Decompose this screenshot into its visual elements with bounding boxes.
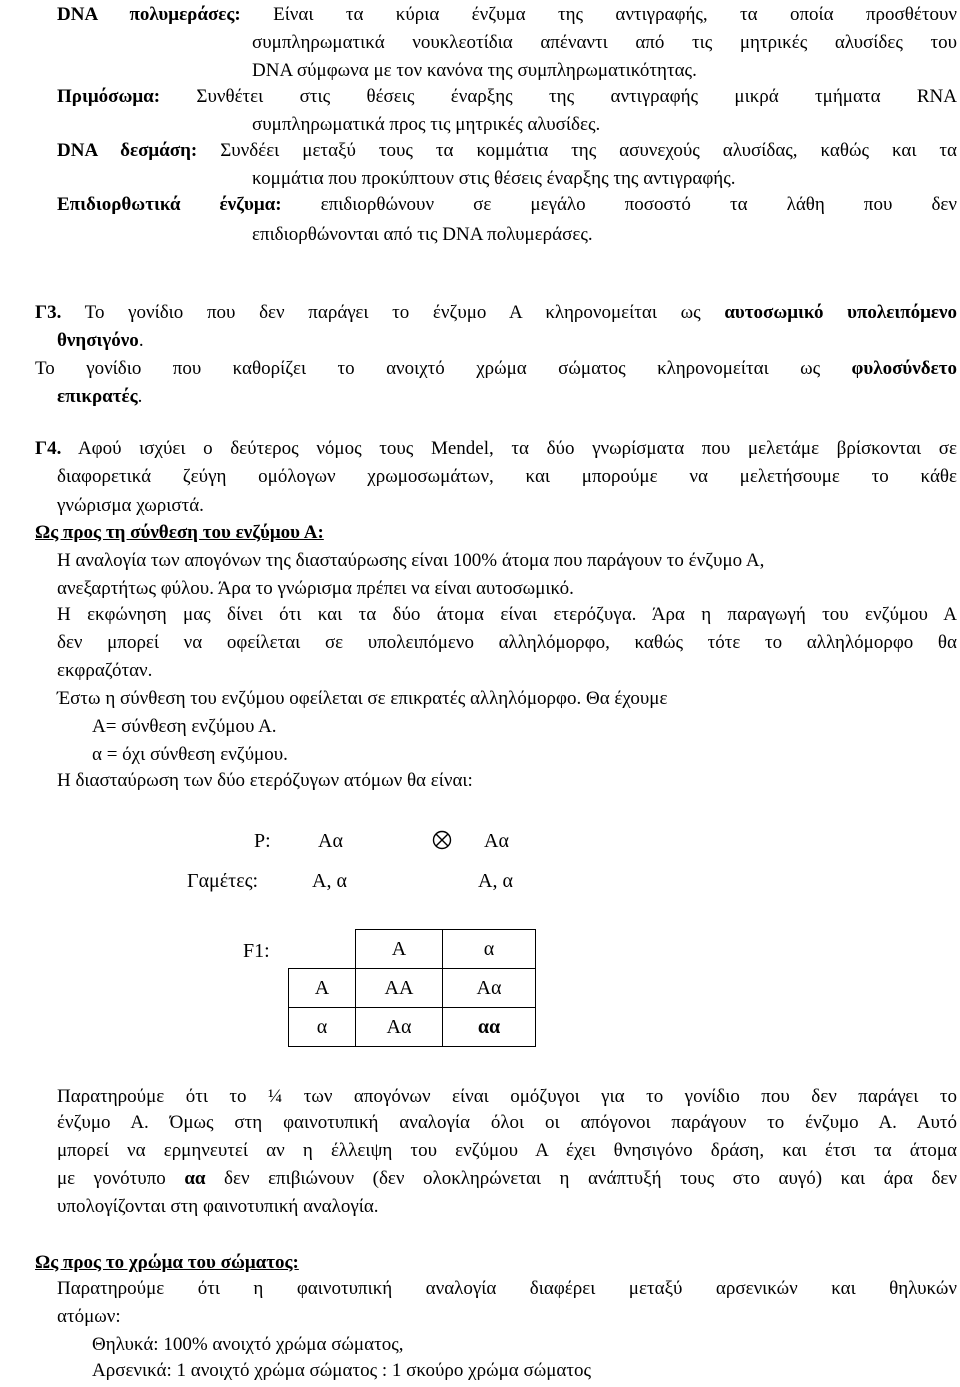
color-line3: Θηλυκά: 100% ανοιχτό χρώμα σώματος,: [92, 1334, 404, 1355]
g3-bold-term: θνησιγόνο: [57, 330, 139, 351]
color-line2: ατόμων:: [57, 1306, 121, 1327]
g3-bold-term: φυλοσύνδετο: [851, 358, 958, 379]
observation-line1: Παρατηρούμε ότι το ¼ των απογόνων είναι ομόζυγοι για το γονίδιο που δεν παράγει το: [57, 1086, 957, 1107]
section-label-g4: Γ4.: [35, 438, 62, 459]
observation-line3: μπορεί να ερμηνευτεί αν η έλλειψη του ενζύμου Α έχει θνησιγόνο δράση, και έτσι τα άτομα: [57, 1140, 957, 1161]
enzyme-line1: Η αναλογία των απογόνων της διασταύρωσης είναι 100% άτομα που παράγουν το ένζυμο Α,: [57, 550, 765, 571]
enzyme-line3: Η εκφώνηση μας δίνει ότι και τα δύο άτομα είναι ετερόζυγα. Άρα η παραγωγή του ενζύμου Α: [57, 604, 957, 625]
enzyme-line5: εκφραζόταν.: [57, 660, 153, 681]
punnett-cell: Αα: [356, 1008, 443, 1047]
heading-enzyme-synthesis: Ως προς τη σύνθεση του ενζύμου Α:: [35, 522, 324, 543]
definition-text: Είναι τα κύρια ένζυμα της αντιγραφής, τα οποία προσθέτουν: [273, 4, 957, 25]
punnett-cell: Αα: [443, 969, 536, 1008]
observation-text: δεν επιβιώνουν (δεν ολοκληρώνεται η ανάπτυξή τους στο αυγό) και άρα δεν: [224, 1168, 957, 1189]
g3-text: Το γονίδιο που δεν παράγει το ένζυμο Α κληρονομείται ως: [84, 302, 701, 323]
enzyme-line8: α = όχι σύνθεση ενζύμου.: [92, 744, 288, 765]
definition-repair-line1: [57, 192, 957, 218]
punnett-cell-lethal: αα: [443, 1008, 536, 1047]
definition-term: DNA πολυμεράσες:: [57, 4, 241, 25]
enzyme-line9: Η διασταύρωση των δύο ετερόζυγων ατόμων θα είναι:: [57, 770, 473, 791]
definition-text: επιδιορθώνουν σε μεγάλο ποσοστό τα λάθη που δεν: [320, 194, 958, 215]
observation-text: με γονότυπο: [57, 1168, 166, 1189]
definition-ligase-line2: κομμάτια που προκύπτουν στις θέσεις έναρξης της αντιγραφής.: [252, 168, 736, 189]
cross-p-right: Αα: [484, 830, 509, 852]
punnett-header-row: [289, 930, 536, 969]
definition-primosome-line2: συμπληρωματικά προς τις μητρικές αλυσίδες.: [252, 114, 601, 135]
enzyme-line2: ανεξαρτήτως φύλου. Άρα το γνώρισμα πρέπει να είναι αυτοσωμικό.: [57, 578, 574, 599]
cross-p-left: Αα: [318, 830, 343, 852]
definition-repair-line2: επιδιορθώνονται από τις DNA πολυμεράσες.: [252, 224, 593, 245]
definition-term: Πριμόσωμα:: [57, 86, 161, 107]
g3-paragraph1-line2: θνησιγόνο.: [57, 330, 144, 351]
color-line4: Αρσενικά: 1 ανοιχτό χρώμα σώματος : 1 σκούρο χρώμα σώματος: [92, 1360, 592, 1381]
observation-line4: [57, 1166, 957, 1192]
definition-text: Συνθέτει στις θέσεις έναρξης της αντιγραφής μικρά τμήματα RNA: [196, 86, 958, 107]
g4-text: Αφού ισχύει ο δεύτερος νόμος τους Mendel, τα δύο γνωρίσματα που μελετάμε βρίσκονται σε: [77, 438, 957, 459]
punnett-row-header: α: [289, 1008, 356, 1047]
definition-dna-polymerase-line1: [57, 2, 957, 28]
definition-text: Συνδέει μεταξύ τους τα κομμάτια της ασυνεχούς αλυσίδας, καθώς και τα: [220, 140, 958, 161]
g4-intro-line2: διαφορετικά ζεύγη ομόλογων χρωμοσωμάτων, και μπορούμε να μελετήσουμε το κάθε: [57, 466, 957, 487]
g3-text: Το γονίδιο που καθορίζει το ανοιχτό χρώμα σώματος κληρονομείται ως: [35, 358, 821, 379]
definition-term: DNA δεσμάση:: [57, 140, 198, 161]
definition-ligase-line1: [57, 138, 957, 164]
observation-line2: ένζυμο Α. Όμως στη φαινοτυπική αναλογία όλοι οι απόγονοι παράγουν το ένζυμο Α. Αυτό: [57, 1112, 957, 1133]
g3-paragraph1-line1: [35, 300, 957, 326]
g3-bold-term: αυτοσωμικό υπολειπόμενο: [724, 302, 957, 323]
punnett-row-header: Α: [289, 969, 356, 1008]
cross-symbol-icon: [432, 830, 452, 850]
punnett-row: [289, 1008, 536, 1047]
enzyme-line7: Α= σύνθεση ενζύμου Α.: [92, 716, 277, 737]
heading-body-color: Ως προς το χρώμα του σώματος:: [35, 1252, 299, 1273]
enzyme-line4: δεν μπορεί να οφείλεται σε υπολειπόμενο αλληλόμορφο, καθώς τότε το αλληλόμορφο θα: [57, 632, 957, 653]
punnett-col-header: Α: [356, 930, 443, 969]
definition-dna-polymerase-line2: συμπληρωματικά νουκλεοτίδια απέναντι από τις μητρικές αλυσίδες του: [252, 32, 957, 53]
g3-bold-term: επικρατές: [57, 386, 138, 407]
section-label-g3: Γ3.: [35, 302, 62, 323]
punnett-col-header: α: [443, 930, 536, 969]
g3-paragraph2-line1: [35, 356, 957, 382]
cross-f1-label: F1:: [243, 940, 270, 962]
cross-gametes-label: Γαμέτες:: [187, 870, 259, 892]
g3-paragraph2-line2: επικρατές.: [57, 386, 143, 407]
punnett-row: [289, 969, 536, 1008]
color-line1: Παρατηρούμε ότι η φαινοτυπική αναλογία διαφέρει μεταξύ αρσενικών και θηλυκών: [57, 1278, 957, 1299]
genotype-bold: αα: [184, 1168, 206, 1189]
definition-dna-polymerase-line3: DNA σύμφωνα με τον κανόνα της συμπληρωματικότητας.: [252, 60, 697, 81]
punnett-corner: [289, 930, 356, 969]
punnett-cell: ΑΑ: [356, 969, 443, 1008]
definition-primosome-line1: [57, 84, 957, 110]
enzyme-line6: Έστω η σύνθεση του ενζύμου οφείλεται σε επικρατές αλληλόμορφο. Θα έχουμε: [57, 688, 668, 709]
punnett-square: [288, 929, 536, 1047]
cross-gametes-left: Α, α: [312, 870, 347, 892]
g4-intro-line3: γνώρισμα χωριστά.: [57, 495, 204, 516]
observation-line5: υπολογίζονται στη φαινοτυπική αναλογία.: [57, 1196, 379, 1217]
cross-gametes-right: Α, α: [478, 870, 513, 892]
cross-p-label: P:: [254, 830, 271, 852]
g4-intro-line1: [35, 436, 957, 462]
definition-term: Επιδιορθωτικά ένζυμα:: [57, 194, 282, 215]
